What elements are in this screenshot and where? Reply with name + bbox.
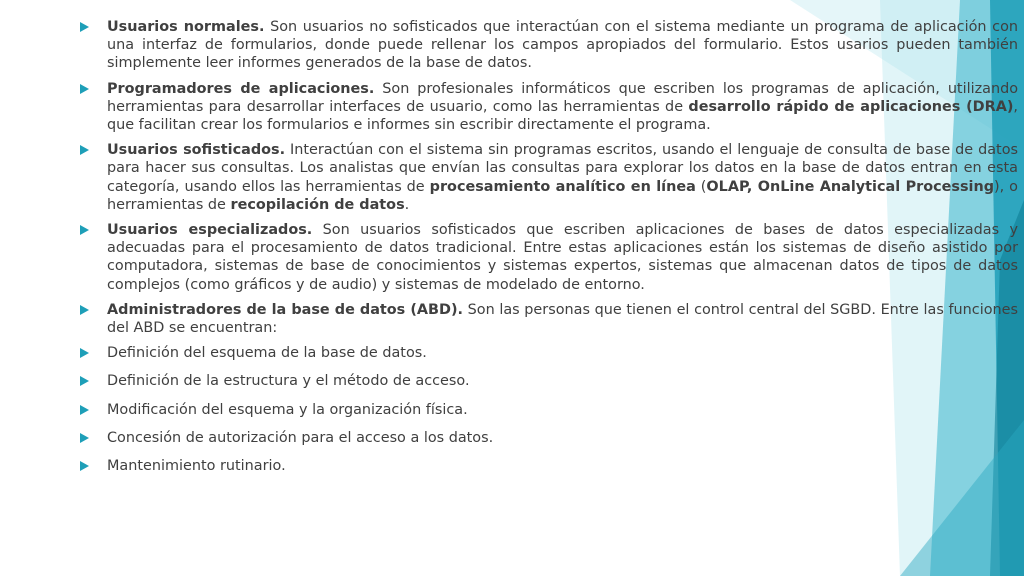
triangle-right-icon <box>80 145 89 155</box>
item-heading: Usuarios normales. <box>107 19 265 35</box>
item-heading: Usuarios sofisticados. <box>107 142 286 159</box>
item-bold-term: procesamiento analítico en línea <box>429 178 696 195</box>
item-heading: Usuarios especializados. <box>107 222 313 239</box>
triangle-right-icon <box>80 461 89 471</box>
item-bold-term: OLAP, OnLine Analytical Processing <box>706 178 994 195</box>
item-heading: Administradores de la base de datos (ABD). <box>107 301 463 318</box>
item-text: Definición del esquema de la base de datos. <box>107 345 427 362</box>
item-text: Son usuarios sofisticados que escriben aplicaciones de bases de datos especializadas y adecuadas para el procesamiento de datos tradicional. Entre estas aplicaciones están los sistemas de diseño asistido por computadora, sistemas de base de conocimientos y sistemas expertos, sistemas que almacenan datos de tipos de datos complejos (como gráficos y de audio) y sistemas de modelado de entorno. <box>107 222 1018 293</box>
list-item-programadores <box>80 80 1018 135</box>
triangle-right-icon <box>80 305 89 315</box>
item-text: ( <box>695 178 707 195</box>
list-item-concesion-autorizacion <box>80 429 1018 447</box>
item-text: Mantenimiento rutinario. <box>107 458 286 475</box>
item-text: . <box>404 196 410 213</box>
triangle-right-icon <box>80 405 89 415</box>
item-text: Son las personas que tienen el control central del SGBD. Entre las funciones del ABD se encuentran: <box>107 301 1018 337</box>
triangle-right-icon <box>80 225 89 235</box>
item-text: Definición de la estructura y el método de acceso. <box>107 373 470 390</box>
slide-content <box>80 18 1018 485</box>
item-text: Modificación del esquema y la organización física. <box>107 401 468 418</box>
list-item-usuarios-especializados <box>80 221 1018 294</box>
item-text: Interactúan con el sistema sin programas escritos, usando el lenguaje de consulta de base de datos para hacer sus consultas. Los analistas que envían las consultas para explorar los datos en la base de datos entran en esta categoría, usando ellos las herramientas de <box>107 142 1018 195</box>
list-item-mantenimiento <box>80 457 1018 475</box>
item-text: Son profesionales informáticos que escriben los programas de aplicación, utilizando herramientas para desarrollar interfaces de usuario, como las herramientas de <box>107 80 1019 115</box>
list-item-usuarios-sofisticados <box>80 141 1018 214</box>
list-item-modificacion-esquema <box>80 401 1018 419</box>
list-item-usuarios-normales <box>80 18 1018 73</box>
triangle-right-icon <box>80 433 89 443</box>
item-bold-term: desarrollo rápido de aplicaciones (DRA) <box>688 98 1014 115</box>
triangle-right-icon <box>80 22 89 32</box>
triangle-right-icon <box>80 376 89 386</box>
item-text: ), o herramientas de <box>107 178 1018 213</box>
item-bold-term: recopilación de datos <box>230 196 405 213</box>
triangle-right-icon <box>80 348 89 358</box>
list-item-definicion-esquema <box>80 344 1018 362</box>
list-item-definicion-estructura <box>80 372 1018 390</box>
list-item-administradores <box>80 301 1018 337</box>
item-heading: Programadores de aplicaciones. <box>107 80 375 97</box>
item-text: Concesión de autorización para el acceso a los datos. <box>107 429 494 446</box>
triangle-right-icon <box>80 84 89 94</box>
item-text: , que facilitan crear los formularios e informes sin escribir directamente el programa. <box>107 98 1018 134</box>
item-text: Son usuarios no sofisticados que interactúan con el sistema mediante un programa de aplicación con una interfaz de formularios, donde puede rellenar los campos apropiados del formulario. Estos usarios pueden también simplemente leer informes generados de la base de datos. <box>107 19 1018 72</box>
